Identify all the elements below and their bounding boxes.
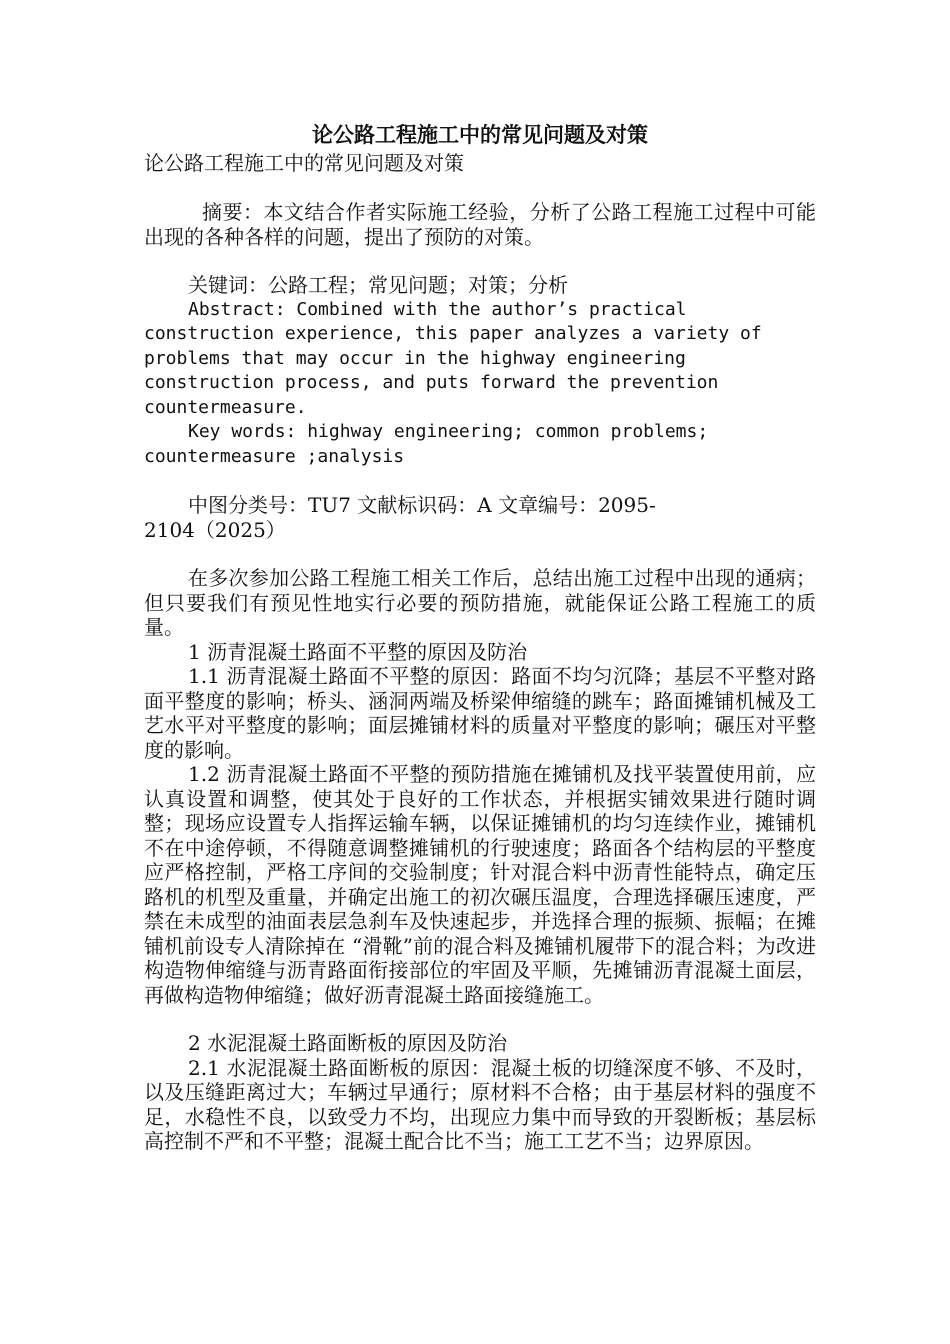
section-1-heading: 1 沥青混凝土路面不平整的原因及防治 xyxy=(188,639,528,664)
spacer xyxy=(144,249,816,273)
spacer xyxy=(144,1007,816,1031)
abstract-cn: 摘要：本文结合作者实际施工经验，分析了公路工程施工过程中可能出现的各种各样的问题，提出了预防的对策。 xyxy=(144,200,816,249)
section-2-heading: 2 水泥混凝土路面断板的原因及防治 xyxy=(188,1031,508,1055)
spacer xyxy=(144,542,816,566)
spacer xyxy=(144,176,816,200)
document-page xyxy=(144,120,816,1154)
classification-line: 中图分类号：TU7 文献标识码：A 文章编号：2095-2104（2025） xyxy=(144,493,656,542)
section-1-1-paragraph: 1.1 沥青混凝土路面不平整的原因：路面不均匀沉降；基层不平整对路面平整度的影响；桥头、涵洞两端及桥梁伸缩缝的跳车；路面摊铺机械及工艺水平对平整度的影响；面层摊铺材料的质量对平整度的影响；碾压对平整度的影响。 xyxy=(144,664,816,762)
document-title: 论公路工程施工中的常见问题及对策 xyxy=(312,122,648,147)
section-1-2-paragraph: 1.2 沥青混凝土路面不平整的预防措施在摊铺机及找平装置使用前，应认真设置和调整，使其处于良好的工作状态，并根据实铺效果进行随时调整；现场应设置专人指挥运输车辆，以保证摊铺机的均匀连续作业，摊铺机不在中途停顿，不得随意调整摊铺机的行驶速度；路面各个结构层的平整度应严格控制，严格工序间的交验制度；针对混合料中沥青性能特点，确定压路机的机型及重量，并确定出施工的初次碾压温度，合理选择碾压速度，严禁在未成型的油面表层急刹车及快速起步，并选择合理的振频、振幅；在摊铺机前设专人清除掉在 “滑靴”前的混合料及摊铺机履带下的混合料；为改进构造物伸缩缝与沥青路面衔接部位的牢固及平顺，先摊铺沥青混凝土面层，再做构造物伸缩缝；做好沥青混凝土路面接缝施工。 xyxy=(144,762,816,1007)
spacer xyxy=(144,469,816,493)
keywords-en: Key words: highway engineering; common problems; countermeasure ;analysis xyxy=(144,421,709,467)
section-2-1-paragraph: 2.1 水泥混凝土路面断板的原因：混凝土板的切缝深度不够、不及时，以及压缝距离过大；车辆过早通行；原材料不合格；由于基层材料的强度不足，水稳性不良，以致受力不均，出现应力集中而导致的开裂断板；基层标高控制不严和不平整；混凝土配合比不当；施工工艺不当；边界原因。 xyxy=(144,1055,816,1153)
keywords-cn: 关键词：公路工程；常见问题；对策；分析 xyxy=(188,273,568,297)
document-subtitle: 论公路工程施工中的常见问题及对策 xyxy=(144,151,464,175)
abstract-en: Abstract: Combined with the author’s practical construction experience, this paper analyzes a variety of problems that may occur in the highway engineering construction process, and puts forward the prevention countermeasure. xyxy=(144,298,762,418)
intro-paragraph: 在多次参加公路工程施工相关工作后，总结出施工过程中出现的通病；但只要我们有预见性地实行必要的预防措施，就能保证公路工程施工的质量。 xyxy=(144,566,816,639)
